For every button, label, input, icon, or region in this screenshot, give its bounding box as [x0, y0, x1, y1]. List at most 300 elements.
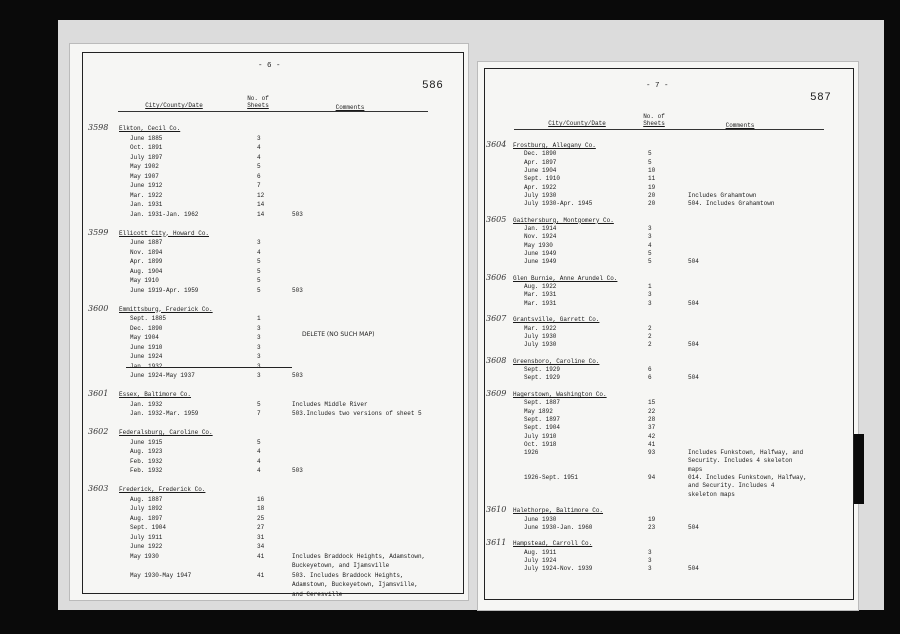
entry-sheets: 1: [257, 315, 261, 322]
entry-sheets: 3: [257, 362, 261, 370]
header-rule: [514, 129, 824, 130]
city-county-title: Glen Burnie, Anne Arundel Co.: [513, 274, 618, 282]
entry-heading: [478, 391, 850, 398]
entry-sheets: 4: [257, 144, 261, 151]
city-county-title: Hampstead, Carroll Co.: [513, 540, 593, 548]
header-sheets-line1: No. of: [247, 95, 269, 102]
entry-comment: 503. Includes Braddock Heights,: [292, 571, 404, 579]
entry-date: Dec. 1890: [524, 150, 557, 158]
entry-row: [478, 491, 850, 498]
entry-sheets: 41: [648, 440, 656, 448]
entry-row: [70, 448, 460, 455]
handwritten-catalog-number: 3601: [88, 389, 109, 398]
entry-row: [478, 341, 850, 348]
entry-sheets: 37: [648, 424, 656, 432]
entry-heading: [70, 303, 460, 313]
handwritten-catalog-number: 3600: [88, 303, 109, 313]
header-sheets-line2: Sheets: [643, 120, 665, 127]
entry-date: Apr. 1897: [524, 158, 557, 166]
header-sheets-line1: No. of: [643, 113, 665, 120]
entry-comment: 504: [688, 523, 699, 531]
entry-heading: [478, 214, 850, 224]
entry-row: [478, 449, 850, 456]
entry-date: Apr. 1899: [130, 258, 163, 265]
entry-comment: 504. Includes Grahamtown: [688, 200, 775, 208]
entry-date: Aug. 1922: [524, 283, 557, 291]
entry-sheets: 19: [648, 515, 656, 523]
entry-heading: [478, 142, 850, 149]
entry-row: [70, 135, 460, 142]
entry-sheets: 4: [648, 241, 652, 249]
entry-row: [478, 233, 850, 240]
entry-sheets: 34: [257, 543, 265, 550]
entry-sheets: 2: [648, 341, 652, 349]
entry-sheets: 31: [257, 533, 265, 541]
entry-sheets: 14: [257, 210, 265, 218]
entry-date: June 1949: [524, 258, 557, 266]
handwritten-catalog-number: 3605: [486, 214, 507, 224]
entry-row: [70, 163, 460, 170]
entry-sheets: 5: [648, 158, 652, 166]
entry-date: July 1892: [130, 505, 163, 512]
entry-sheets: 25: [257, 514, 265, 522]
entry-sheets: 3: [257, 324, 261, 332]
entry-date: May 1930: [524, 241, 553, 249]
entry-row: [478, 466, 850, 473]
city-county-title: Essex, Baltimore Co.: [119, 391, 192, 398]
handwritten-catalog-number: 3602: [88, 427, 109, 436]
entry-row: [70, 401, 460, 408]
entry-comment: 014. Includes Funkstown, Halfway,: [688, 474, 807, 481]
entry-sheets: 6: [648, 374, 652, 382]
entry-row: [478, 291, 850, 298]
entry-date: Aug. 1897: [130, 514, 163, 522]
entry-comment: maps: [688, 465, 703, 473]
entry-row: [478, 482, 850, 489]
entry-sheets: 42: [648, 432, 656, 440]
entry-date: June 1887: [130, 239, 163, 246]
entry-date: Sept. 1904: [524, 424, 561, 432]
city-county-title: Hagerstown, Washington Co.: [513, 391, 607, 398]
entry-date: May 1930-May 1947: [130, 571, 192, 579]
entry-row: [478, 433, 850, 440]
entry-row: [70, 144, 460, 151]
entry-date: June 1949: [524, 249, 557, 257]
entry-date: Aug. 1911: [524, 548, 557, 556]
entry-row: [70, 553, 460, 560]
entry-date: June 1924-May 1937: [130, 372, 195, 379]
entry-comment: Adamstown, Buckeyetown, Ijamsville,: [292, 581, 419, 588]
entry-comment: skeleton maps: [688, 490, 735, 498]
entry-sheets: 5: [257, 438, 261, 446]
entry-comment: 504: [688, 299, 699, 307]
entry-sheets: 19: [648, 183, 656, 191]
entry-comment: Includes Funkstown, Halfway, and: [688, 449, 804, 457]
entry-sheets: 5: [257, 277, 261, 284]
entry-sheets: 27: [257, 524, 265, 531]
entry-row: [70, 581, 460, 588]
entry-date: May 1902: [130, 163, 159, 170]
entry-sheets: 5: [648, 258, 652, 266]
entry-sheets: 4: [257, 248, 261, 256]
header-comments: Comments: [725, 122, 755, 129]
entry-row: [70, 410, 460, 417]
entry-row: [70, 572, 460, 579]
entry-comment: 504: [688, 565, 699, 573]
entry-sheets: 3: [648, 233, 652, 241]
entry-row: [478, 565, 850, 572]
entry-date: July 1910: [524, 432, 557, 440]
entry-comment: Includes Middle River: [292, 400, 368, 408]
entry-sheets: 5: [257, 400, 261, 408]
entry-row: [478, 424, 850, 431]
entry-row: [70, 173, 460, 180]
entry-date: June 1919-Apr. 1959: [130, 286, 199, 294]
entry-row: [478, 474, 850, 481]
entry-date: July 1924-Nov. 1939: [524, 565, 593, 573]
city-county-title: Grantsville, Garrett Co.: [513, 316, 600, 324]
entry-sheets: 5: [257, 267, 261, 275]
entry-row: [478, 374, 850, 381]
handwritten-catalog-number: 3603: [88, 484, 109, 493]
entry-heading: [70, 125, 460, 132]
handwritten-catalog-number: 3604: [486, 140, 507, 149]
entry-row: [70, 344, 460, 351]
entry-date: Nov. 1924: [524, 233, 557, 241]
entry-sheets: 2: [648, 324, 652, 332]
entry-sheets: 3: [648, 565, 652, 573]
handwritten-catalog-number: 3598: [88, 123, 109, 132]
entry-heading: [478, 507, 850, 514]
entry-date: Mar. 1922: [130, 191, 163, 199]
entry-heading: [478, 272, 850, 282]
entry-row: [478, 416, 850, 423]
entry-sheets: 2: [648, 332, 652, 340]
entry-sheets: 23: [648, 523, 656, 531]
handwritten-catalog-number: 3610: [486, 505, 507, 515]
entry-date: June 1910: [130, 343, 163, 351]
entry-comment: 503: [292, 210, 303, 218]
entry-comment: 504: [688, 341, 699, 349]
entry-sheets: 3: [648, 291, 652, 299]
header-sheets-line2: Sheets: [247, 102, 269, 109]
entry-heading: [70, 429, 460, 436]
entry-date: Sept. 1929: [524, 374, 561, 382]
entry-date: Apr. 1922: [524, 183, 557, 191]
entry-row: [478, 557, 850, 564]
entry-comment: 504: [688, 374, 699, 382]
entry-sheets: 5: [257, 286, 261, 294]
entry-date: Feb. 1932: [130, 467, 163, 474]
entry-comment: Security. Includes 4 skeleton: [688, 457, 793, 465]
entry-date: Feb. 1932: [130, 457, 163, 465]
city-county-title: Emmittsburg, Frederick Co.: [119, 305, 213, 313]
city-county-title: Ellicott City, Howard Co.: [119, 229, 210, 237]
entry-row: [478, 549, 850, 556]
entry-row: [70, 534, 460, 541]
page-border: [82, 52, 464, 594]
handwritten-catalog-number: 3607: [486, 314, 507, 324]
entry-row: [478, 283, 850, 290]
entry-date: Jan. 1931: [130, 201, 163, 208]
city-county-title: Gaithersburg, Montgomery Co.: [513, 216, 614, 224]
entry-row: [478, 184, 850, 191]
city-county-title: Frederick, Frederick Co.: [119, 486, 206, 493]
entry-sheets: 3: [257, 372, 261, 379]
city-county-title: Halethorpe, Baltimore Co.: [513, 507, 604, 515]
entry-date: Sept. 1885: [130, 315, 167, 322]
entry-row: [478, 258, 850, 265]
entry-date: Sept. 1897: [524, 415, 561, 423]
entry-row: [478, 408, 850, 415]
entry-date: June 1885: [130, 134, 163, 142]
entry-date: Jan. 1914: [524, 225, 557, 232]
entry-date: Sept. 1887: [524, 399, 561, 407]
entry-row: [478, 225, 850, 232]
entry-row: [70, 515, 460, 522]
page-stamp: 587: [810, 92, 832, 104]
page-right: [478, 62, 858, 610]
entry-row: [478, 150, 850, 157]
entry-sheets: 4: [257, 448, 261, 455]
entry-row: [478, 441, 850, 448]
handwritten-catalog-number: 3609: [486, 389, 507, 398]
entry-date: June 1924: [130, 353, 163, 360]
entry-sheets: 10: [648, 166, 656, 174]
entry-sheets: 16: [257, 495, 265, 503]
entry-sheets: 3: [648, 225, 652, 232]
entry-comment: Includes Grahamtown: [688, 191, 757, 199]
entry-row: [478, 399, 850, 406]
entry-sheets: 3: [257, 334, 261, 341]
entry-sheets: 4: [257, 467, 261, 474]
entry-row: [70, 154, 460, 161]
entry-sheets: 6: [648, 366, 652, 374]
entry-row: [70, 334, 460, 341]
entry-sheets: 5: [648, 150, 652, 158]
handwritten-catalog-number: 3606: [486, 272, 507, 282]
entry-date: May 1904: [130, 334, 159, 341]
entry-sheets: 5: [257, 163, 261, 170]
entry-sheets: 5: [257, 258, 261, 265]
city-county-title: Greensboro, Caroline Co.: [513, 357, 600, 365]
entry-sheets: 18: [257, 505, 265, 512]
entry-row: [70, 439, 460, 446]
city-county-title: Frostburg, Allegany Co.: [513, 142, 596, 149]
entry-heading: [478, 316, 850, 323]
entry-date: 1926: [524, 449, 539, 457]
entry-date: July 1930: [524, 332, 557, 340]
entry-sheets: 41: [257, 552, 265, 560]
entry-row: [70, 496, 460, 503]
entry-row: [70, 268, 460, 275]
entry-row: [478, 325, 850, 332]
entry-date: Aug. 1904: [130, 267, 163, 275]
entry-date: May 1910: [130, 277, 159, 284]
entry-date: Jan. 1932: [130, 362, 163, 370]
header-comments: Comments: [335, 104, 365, 111]
entry-sheets: 3: [257, 353, 261, 360]
entry-sheets: 93: [648, 449, 656, 457]
entry-row: [70, 353, 460, 360]
entry-date: Jan. 1931-Jan. 1962: [130, 210, 199, 218]
entry-sheets: 6: [257, 172, 261, 180]
entry-sheets: 7: [257, 182, 261, 189]
entry-row: [70, 315, 460, 322]
entry-row: [70, 325, 460, 332]
entry-row: [70, 258, 460, 265]
entry-sheets: 22: [648, 407, 656, 415]
entry-row: [70, 505, 460, 512]
entry-row: [70, 277, 460, 284]
entry-comment: and Ceresville: [292, 590, 343, 598]
entry-sheets: 5: [648, 249, 652, 257]
entry-row: [70, 201, 460, 208]
entry-row: [70, 211, 460, 218]
entry-row: [478, 250, 850, 257]
entry-comment: 503: [292, 286, 303, 294]
entry-row: [478, 175, 850, 182]
entry-date: Jan. 1932: [130, 400, 163, 408]
page-number: - 7 -: [646, 82, 669, 90]
entry-comment: Buckeyetown, and Ijamsville: [292, 562, 390, 569]
entry-date: Oct. 1891: [130, 144, 163, 151]
entry-date: June 1912: [130, 182, 163, 189]
entry-comment: 503.Includes two versions of sheet 5: [292, 410, 422, 417]
entry-date: July 1924: [524, 557, 557, 564]
entry-date: May 1930: [130, 552, 159, 560]
entry-sheets: 94: [648, 474, 656, 481]
entry-sheets: 3: [648, 548, 652, 556]
handwritten-catalog-number: 3599: [88, 227, 109, 237]
entry-comment: 503: [292, 372, 303, 379]
entry-sheets: 28: [648, 415, 656, 423]
entry-row: [478, 457, 850, 464]
entry-row: [70, 192, 460, 199]
entry-sheets: 3: [257, 239, 261, 246]
entry-row: [70, 249, 460, 256]
entry-sheets: 14: [257, 201, 265, 208]
entry-date: July 1930: [524, 191, 557, 199]
entry-date: June 1915: [130, 438, 163, 446]
page-left: [70, 44, 468, 600]
entry-sheets: 15: [648, 399, 656, 407]
entry-row: [70, 591, 460, 598]
entry-heading: [70, 486, 460, 493]
entry-row: [70, 458, 460, 465]
entry-sheets: 3: [648, 557, 652, 564]
entry-date: Mar. 1931: [524, 291, 557, 299]
entry-date: Aug. 1887: [130, 495, 163, 503]
entry-row: [478, 200, 850, 207]
entry-row: [70, 239, 460, 246]
entry-date: 1926-Sept. 1951: [524, 474, 579, 481]
entry-row: [478, 516, 850, 523]
entry-sheets: 1: [648, 283, 652, 291]
entry-date: Nov. 1894: [130, 248, 163, 256]
entry-date: July 1897: [130, 153, 163, 161]
entry-row: [478, 524, 850, 531]
entry-sheets: 3: [257, 343, 261, 351]
entry-date: Oct. 1918: [524, 440, 557, 448]
page-stamp: 586: [422, 80, 444, 92]
entry-row: [478, 300, 850, 307]
header-city: City/County/Date: [145, 102, 203, 109]
handwritten-catalog-number: 3608: [486, 355, 507, 365]
entry-row: [70, 182, 460, 189]
entry-heading: [478, 540, 850, 547]
entry-row: [70, 287, 460, 294]
entry-date: Sept. 1904: [130, 524, 167, 531]
entry-sheets: 11: [648, 175, 656, 183]
entry-date: June 1930-Jan. 1960: [524, 523, 593, 531]
entry-date: Mar. 1922: [524, 324, 557, 332]
handwritten-delete-note: DELETE (NO SUCH MAP): [302, 331, 375, 338]
entry-sheets: 12: [257, 191, 265, 199]
entry-date: Sept. 1929: [524, 366, 561, 374]
entry-row: [478, 366, 850, 373]
entry-row: [478, 192, 850, 199]
entry-date: July 1930-Apr. 1945: [524, 200, 593, 208]
entry-date: July 1911: [130, 533, 163, 541]
entry-date: May 1892: [524, 407, 553, 415]
entry-date: Mar. 1931: [524, 299, 557, 307]
entry-comment: Includes Braddock Heights, Adamstown,: [292, 552, 426, 560]
entry-heading: [478, 355, 850, 365]
entry-date: Dec. 1890: [130, 324, 163, 332]
header-rule: [118, 111, 428, 112]
entry-row: [70, 372, 460, 379]
handwritten-catalog-number: 3611: [486, 538, 507, 548]
entry-row: [70, 467, 460, 474]
entry-sheets: 41: [257, 571, 265, 579]
entry-sheets: 4: [257, 457, 261, 465]
entry-date: Sept. 1910: [524, 175, 561, 183]
entry-row: [70, 524, 460, 531]
entry-date: Aug. 1923: [130, 448, 163, 455]
city-county-title: Federalsburg, Caroline Co.: [119, 429, 213, 436]
entry-comment: and Security. Includes 4: [688, 482, 775, 490]
entry-heading: [70, 227, 460, 237]
strike-through-line: [126, 367, 292, 368]
entry-date: June 1930: [524, 515, 557, 523]
entry-sheets: 3: [257, 134, 261, 142]
entry-row: [70, 543, 460, 550]
entry-date: May 1907: [130, 172, 159, 180]
entry-sheets: 4: [257, 153, 261, 161]
entry-comment: 504: [688, 258, 699, 266]
entry-date: Jan. 1932-Mar. 1959: [130, 410, 199, 417]
page-number: - 6 -: [258, 62, 281, 70]
entry-date: July 1930: [524, 341, 557, 349]
entry-sheets: 7: [257, 410, 261, 417]
entry-sheets: 3: [648, 299, 652, 307]
entry-row: [478, 159, 850, 166]
entry-row: [478, 333, 850, 340]
entry-sheets: 20: [648, 191, 656, 199]
entry-comment: 503: [292, 467, 303, 474]
entry-sheets: 20: [648, 200, 656, 208]
entry-date: June 1904: [524, 166, 557, 174]
entry-row: [70, 562, 460, 569]
city-county-title: Elkton, Cecil Co.: [119, 125, 181, 132]
entry-heading: [70, 391, 460, 398]
entry-date: June 1922: [130, 543, 163, 550]
entry-row: [478, 242, 850, 249]
header-city: City/County/Date: [548, 120, 606, 127]
page-edge-notch: [854, 434, 864, 504]
entry-row: [478, 167, 850, 174]
